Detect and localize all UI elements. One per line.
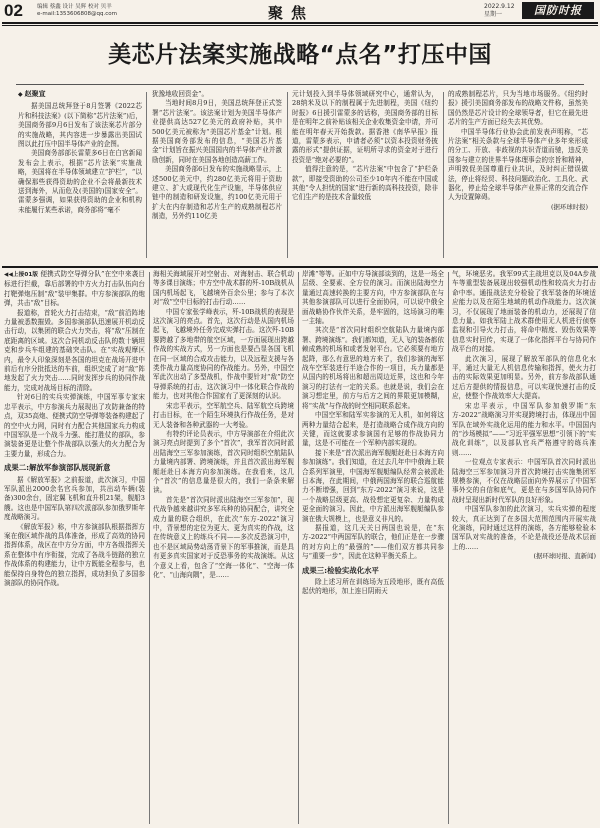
article-separator bbox=[2, 266, 598, 268]
column-divider bbox=[146, 92, 147, 258]
editor-credits: 编辑 蔡鑫 设计 吴辉 校对 贝羊 bbox=[37, 4, 112, 10]
top-article-source: (据环球时报) bbox=[551, 202, 588, 211]
paragraph: 美国商务部6日发布的实施战略显示，上述500亿美元中，约280亿美元将用于资助建立、扩大或现代化生产设施，半导体供应链中的制造和研发设施，约100亿美元用于扩大在内存制造和芯片生产的成熟制程芯片制造，另外约110亿美 bbox=[152, 165, 282, 221]
paragraph: 便携式防空导弹分队”在空中来袭目标进行拦截，靠后部署的中方火力打击队伍向台打靶弹炮压制“敌”装甲集群。中方参演部队的炮弹，共击“敌”目标。 bbox=[4, 270, 145, 308]
paragraph: 值得注意的是，“芯片法案”中包含了“护栏条款”，即接受资助的公司至少10年内不能在中国或其他“令人担忧的国家”进行新的高科技投资，除非它们生产的是技术含量较低 bbox=[292, 165, 438, 202]
paragraph: 气，环境恶劣。我军99式主战坦克以及04A步战车等重型装备展现出较强机动性和较高火力打击命中率。通报战法充分检验了我军装备的环境适应能力以及在陌生地域的机动作战能力。这次演习，不仅展现了地面装备的机动力，还展现了信息力量。如我军陆上战术群使用无人机进行侦察监视和引导火力打击，将命中精度、毁伤效果等信息实时回传，实现了一体化指挥平台与协同作战平台的对接。 bbox=[452, 270, 596, 354]
continued-tag: ◀◀上接01版 bbox=[4, 272, 39, 278]
paragraph: 据《解放军报》之前报道，此次演习，中国军队派出2000余名官兵参加，共出动车辆(装备)300余台，固定翼飞机和直升机21架，舰船3艘。这也是中国军队第四次派部队参加俄罗斯年度战略演习。 bbox=[4, 475, 145, 522]
paragraph: 中国半导体行业协会此前发表声明称，“芯片法案”相关条款与全球半导体产业多年来形成的分工、开放、非歧视的共识背道而驰，违反美国参与建立的世界半导体理事会的宗旨和精神，声明敦促美国尊重行业共识，及时纠正错误做法，停止将经贸、科技问题政治化、工具化、武器化，停止给全球半导体产业界正常的交流合作人为设置障碍。 bbox=[448, 127, 588, 202]
paragraph: 当地时间8月9日，美国总统拜登正式签署“芯片法案”。该法案计划为美国半导体产业提供高达527亿美元的政府补贴，其中500亿美元被称为“美国芯片基金”计划。根据美国商务部发布的信息，“美国芯片基金”计划旨在振兴美国国内的半导体产业并激励创新，同时在美国各地创造高薪工作。 bbox=[152, 99, 282, 164]
paragraph: 宋忠平表示，空军航空兵、陆军航空兵跨境打击目标，在一个陌生环境执行作战任务，是对无人装备和各种武器的一大考验。 bbox=[153, 401, 294, 429]
triangle-icon: ◆ bbox=[18, 91, 23, 98]
top-article-column-1 bbox=[18, 90, 142, 262]
bottom-article-column-4 bbox=[452, 270, 596, 826]
paragraph: 除上述习所在训练场为五段地形，既有高低起伏的地形，加上连日阴雨天 bbox=[302, 578, 444, 596]
bottom-article-source: (据环球时报、直新闻) bbox=[533, 552, 596, 561]
paragraph: 一位观点专家表示：中国军队首次同时派出陆海空三军参加演习并首次跨境打击实施集团军规模参演，不仅在战略层面向外界展示了中国军事外交的自信和底气，更是在与多国军队协同作战时呈现出新时代军队的良好形象。 bbox=[452, 458, 596, 504]
byline bbox=[18, 90, 142, 99]
paragraph: 有特约评论员表示，中方导演部在介绍此次演习亮点时提到了多个“首次”，我军首次同时派出陆海空三军参加演练，首次同时组织空航陆队力量境内部署、跨境演练，并且首次派出海军舰艇赶赴日本海方向参加演练。在我看来，这几个“首次”的信息量是很大的，我们一条条来解读。 bbox=[153, 429, 294, 495]
headline: 美芯片法案实施战略“点名”打压中国 bbox=[108, 42, 492, 68]
paragraph: 犹豫地收回资金”。 bbox=[152, 90, 209, 98]
headline-rule bbox=[16, 84, 584, 85]
byline-name: 赵聚宣 bbox=[24, 90, 46, 98]
continued-tag-text: 上接01版 bbox=[12, 272, 39, 278]
column-divider bbox=[149, 272, 150, 824]
bottom-article-column-2 bbox=[153, 270, 294, 826]
column-divider bbox=[443, 92, 444, 258]
paragraph: 其次是“首次同时组织空航陆队力量境内部署、跨境演练”。我们都知道，无人飞的装备都依赖成熟的机场和或者发射平台。它必须要有地方起降，那么有意思的地方来了，我们参演的海军战车空军装进行半途合作的一项目，兵力量都是从国内的机场将出和超出周边近界，这也和今年演习的打法有一定的关系。也就是说，我们会在演习想定里，前方与后方之间的界限更加模糊，将“实战”与作战的时空相同联系起来。 bbox=[302, 326, 444, 410]
paragraph: 岸滩”等等。正如中方导演部谈到的，这是一场全层级、全要素、全方位的演习。而演出陆海空力量通过高速转换的主要方向，中方参演部队在与其他参演部队可以进行全面协同，可以说中俄全面战略协作伙伴关系，是牢固的，这场演习的唯一主轴。 bbox=[302, 270, 444, 326]
editor-email: e-mail:1353606808@qq.com bbox=[37, 11, 117, 17]
masthead-rule bbox=[2, 22, 598, 24]
paragraph: 首先是“首次同时派出陆海空三军参加”，现代战争越来越讲究多军兵种的协同配合，讲究全成力量的联合组织，在此次“东方-2022”演习中，背景想的定位为更大、更为真实的作战，这在传统意义上的练兵不同——多次反恐演习中，也不是区域局势动荡背景下的军事推演，而是具有更多真实国家对于反恐事务的实战演练。从这个意义上看，包含了“空海一体化”、“空海一体化”、“山海向隅”，是…… bbox=[153, 495, 294, 579]
weekday-line: 星期一 bbox=[484, 11, 503, 18]
paragraph: 海相关海域展开对空射击、对海射击、联合机动等多课目演练；中方空中战术群的歼-10B战机从国内机场起飞，飞越境外百余公里；参与了本次对“敌”空中目标的打击行动…… bbox=[153, 270, 294, 307]
page-number: 02 bbox=[4, 1, 23, 20]
column-divider bbox=[298, 272, 299, 824]
paragraph: 据报道，这几天关日两国也说是，在“东方-2022”中两国军队的联合，他们正是在一步骤的对方向上的“最强的”——他们双方都共同参与“重要一步”，因此在这种平衡关系上。 bbox=[302, 523, 444, 561]
paragraph: 报道称，首轮火力打击结束，“敌”前沿阵地力量被悉数摧毁。多国参演部队迅速展开机动反击行动，以集团的联合火力突击，将“敌”压制在底距离的区域。这次合同机动反击队的数十辆坦克和步兵车组建的基础突击队。在“实战观摩区内，最令人印象深刻是各国的坦克在战场开进中前后有序分批抵达的车前，组织完成了对“敌”阵地发起了火力突击……同时发挥步兵的协同作战能力，完成对战场目标的清除。 bbox=[4, 308, 145, 392]
paragraph: 元计划投入到半导体领域研究中心，通常认为，28纳米及以下的制程属于先进制程，美国《纽约时报》6日援引雷蒙多的话称，美国商务部的目标是在明年之前补贴该相关企业收集资金申请，并可能在明年春天开始拨款。据香港《南华早报》报道，雷蒙多表示，申请者必须“以资本投资财务披露的形式”提供证据，证明所寻求的资金对于进行投资是“绝对必要的”。 bbox=[292, 90, 438, 164]
paragraph: 宋忠平表示，中国军队参加俄罗斯“东方-2022”战略演习并实现跨境打击，体现出中国军队在域外实战化运用的能力和水平。中国国内的“沙场模拟”——“习近平强军思想”引领下的“实战化训练”，以及部队官兵严格遵守的练兵准则…… bbox=[452, 401, 596, 457]
paragraph: 接下来是“首次派出海军舰艇赶赴日本海方向参加演练”。我们知道，在过去几年中中俄海上联合系列军演里，中国海军舰艇编队经常会被派赴日本海，在此期间，中俄两国海军的联合巡航能力不断增强，回到“东方-2022”演习来说，这是一个战略层级更高、战役想定更复杂、力量构成更全面的演习。因此，中方派出海军舰艇编队参演在俄大规模上，也是意义非凡的。 bbox=[302, 448, 444, 523]
bottom-article-column-1 bbox=[4, 270, 145, 826]
paragraph: 《解放军报》称，中方参演部队根据指挥方案在俄区域作战的具体准备，形成了高效的协同指挥体系，战区在中方分方面，中方各级指挥关系在整体中有序衔接，完成了各战斗链路的独立作战体系的构建能力，让中方既能全程参与，也能保持自身特色的独立指挥，成功担负了多国参演部队的协同作战。 bbox=[4, 522, 145, 587]
subhead-2: 成果三:检验实战化水平 bbox=[302, 565, 379, 575]
top-article-column-2 bbox=[152, 90, 282, 262]
paragraph: 中国专家张学峰表示，歼-10B战机的表现是这次演习的亮点。首先，这次行动是从国内机场起飞，飞越境外任务完成实弹打击。这次歼-10B要跨越了多地带的航空区域，一方面展现出跨越作战的实战方式，另一方面也是要凸显各国飞机在同一区域的合成攻击能力，以及远程支援与各类作战力量高度协同的作战能力。另外，中国空军此次出动了多型战机，作战中要针对“敌”防空导弹系统的打击，这次演习中一体化联合作战的能力，也对其他合作国家有了更深刻的认识。 bbox=[153, 307, 294, 401]
subhead-1: 成果二:解放军参演部队展现新意 bbox=[4, 463, 111, 473]
paragraph: 针对6日的实兵实弹演练，中国军事专家宋忠平表示，中方参演兵力展现出了攻防兼备的特点，双35高炮、便携式防空导弹等装备构建起了的空中火力网，同时有力配合其他国家兵力构成中国军队是一个战斗力强、能打胜仗的部队，参演装备更是让整个作战部队以强大的火力配合为主要力量，形成合力。 bbox=[4, 393, 145, 458]
newspaper-logo: 国防时报 bbox=[522, 2, 594, 19]
paragraph: 的成熟制程芯片，只为当地市场服务。《纽约时报》援引美国商务部发布的战略文件称，虽然美国仍然是芯片设计的全球领导者，但它在最先进芯片的生产方面已经失去其优势。 bbox=[448, 90, 588, 127]
bottom-article-column-3 bbox=[302, 270, 444, 826]
top-article-column-3 bbox=[292, 90, 438, 262]
paragraph: 美国商务部部长雷蒙多6日在白宫新闻发布会上表示，根据“芯片法案”实施战略，美国将在半导体领域建立“护栏”，“以确保那些获得资助的企业不会将最新技术送到海外，从而危及(美国的)国家安全”。雷蒙多强调，如果获得资助的企业和机构未能履行某些承诺，商务部将“毫不 bbox=[18, 149, 142, 214]
masthead-rule-thin bbox=[2, 25, 598, 26]
paragraph: 此次演习，展现了解放军部队的信息化水平，通过大量无人机信息传输和指挥，使火力打击的实际效果更加明显。另外，前方参战部队通过后方提供的情报信息，可以实现快速打击的反应，使整个作战效率大大提高。 bbox=[452, 354, 596, 401]
paragraph: 中国军队参加的此次演习，实兵实弹的程度较大，真正达到了在多国大范围范围内开展实战化演练，同时通过这样的演练，各方能够检验本国军队对实战的准备，不论是战役还是战术层面上的…… bbox=[452, 505, 596, 551]
column-divider bbox=[448, 272, 449, 824]
top-article-column-4 bbox=[448, 90, 588, 262]
paragraph: 中国空军和陆军实参演的无人机，如何将这两种力量结合起来，是打造战略合成作战方向的关键，而这就要求参演国有足够的作战协同力量，这是不可能在一个军种内部实现的。 bbox=[302, 411, 444, 448]
masthead bbox=[0, 0, 600, 22]
issue-date bbox=[484, 3, 515, 19]
column-divider bbox=[287, 92, 288, 258]
date-line: 2022.9.12 bbox=[484, 3, 515, 10]
paragraph: 据美国总统拜登于8月签署《2022芯片和科技法案》(以下简称“芯片法案”)后，美国商务部9月6日发布了该法案芯片部分的实施战略，其内容进一步暴露出美国试图以此打压中国半导体产业的企图。 bbox=[18, 102, 142, 149]
section-title: 聚焦 bbox=[268, 4, 315, 22]
